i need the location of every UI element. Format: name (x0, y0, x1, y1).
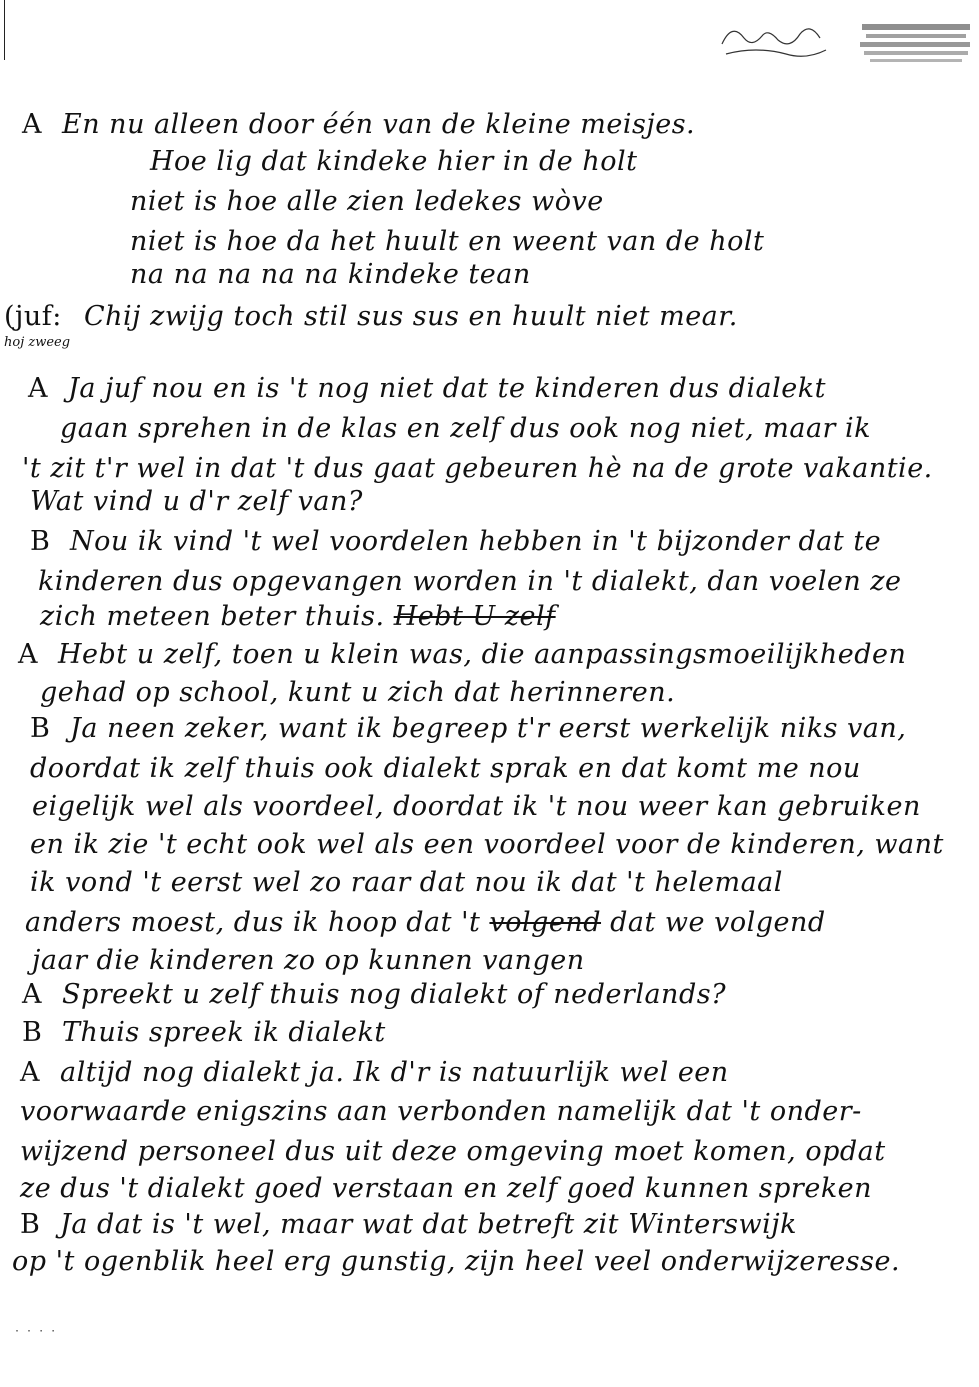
text-line (30, 866, 783, 900)
text-line (30, 828, 944, 862)
text-line (18, 638, 906, 672)
line-text: Ja neen zeker, want ik begreep t'r eerst werkelijk niks van, (70, 713, 907, 744)
text-line (20, 1095, 862, 1129)
line-text: niet is hoe da het huult en weent van de holt (130, 226, 765, 257)
line-text: wijzend personeel dus uit deze omgeving moet komen, opdat (20, 1136, 886, 1167)
text-line (130, 258, 531, 292)
text-line (20, 1208, 797, 1242)
text-line (30, 485, 363, 519)
speaker-label: B (20, 1209, 41, 1240)
text-line (130, 185, 604, 219)
line-text: Wat vind u d'r zelf van? (30, 486, 363, 517)
line-text: Spreekt u zelf thuis nog dialekt of nederlands? (62, 979, 727, 1010)
text-line (30, 752, 861, 786)
line-text: gaan sprehen in de klas en zelf dus ook nog niet, maar ik (60, 413, 872, 444)
line-text: na na na na na kindeke tean (130, 259, 531, 290)
text-line (60, 412, 871, 446)
text-line (22, 978, 726, 1012)
line-text: Chij zwijg toch stil sus sus en huult niet mear. (84, 301, 738, 332)
line-text: Hebt u zelf, toen u klein was, die aanpassingsmoeilijkheden (58, 639, 907, 670)
line-text: Nou ik vind 't wel voordelen hebben in 't bijzonder dat te (70, 526, 882, 557)
speaker-label: (juf: (4, 301, 62, 332)
text-line (22, 1016, 386, 1050)
struck-text: volgend (489, 907, 602, 938)
line-text: ik vond 't eerst wel zo raar dat nou ik dat 't helemaal (30, 867, 783, 898)
text-line (4, 300, 738, 334)
text-line (40, 600, 556, 634)
text-line (20, 1135, 886, 1169)
speaker-label: B (30, 526, 51, 557)
text-line (150, 145, 637, 179)
text-line (38, 565, 902, 599)
text-line (30, 712, 906, 746)
text-line (40, 676, 675, 710)
speaker-label: B (30, 713, 51, 744)
text-line (22, 452, 933, 486)
line-text: ze dus 't dialekt goed verstaan en zelf goed kunnen spreken (20, 1173, 873, 1204)
line-text: anders moest, dus ik hoop dat 't (25, 907, 490, 938)
line-text-tail: dat we volgend (601, 907, 826, 938)
speaker-label: A (18, 639, 38, 670)
line-text: niet is hoe alle zien ledekes wòve (130, 186, 604, 217)
line-text: En nu alleen door één van de kleine meisjes. (62, 109, 696, 140)
line-text: jaar die kinderen zo op kunnen vangen (32, 945, 585, 976)
line-text: Hoe lig dat kindeke hier in de holt (150, 146, 638, 177)
line-text: en ik zie 't echt ook wel als een voordeel voor de kinderen, want (30, 829, 944, 860)
footer-dots: · · · · (14, 1326, 57, 1337)
text-line (32, 944, 585, 978)
text-line (28, 372, 826, 406)
line-text: Ja dat is 't wel, maar wat dat betreft zit Winterswijk (60, 1209, 797, 1240)
text-line (22, 108, 695, 142)
line-text: doordat ik zelf thuis ook dialekt sprak en dat komt me nou (30, 753, 861, 784)
line-text: altijd nog dialekt ja. Ik d'r is natuurlijk wel een (60, 1057, 729, 1088)
line-text: Thuis spreek ik dialekt (62, 1017, 386, 1048)
speaker-label: B (22, 1017, 43, 1048)
text-line (20, 1172, 872, 1206)
line-text: 't zit t'r wel in dat 't dus gaat gebeuren hè na de grote vakantie. (22, 453, 933, 484)
speaker-label: A (22, 109, 42, 140)
speaker-label: A (28, 373, 48, 404)
line-text: zich meteen beter thuis. (40, 601, 394, 632)
line-text: op 't ogenblik heel erg gunstig, zijn heel veel onderwijzeresse. (12, 1246, 901, 1277)
line-text: gehad op school, kunt u zich dat herinneren. (40, 677, 676, 708)
speaker-label: A (20, 1057, 40, 1088)
text-line (20, 1056, 729, 1090)
text-line (30, 525, 881, 559)
text-line (12, 1245, 900, 1279)
speaker-label: A (22, 979, 42, 1010)
text-line (130, 225, 764, 259)
line-text: eigelijk wel als voordeel, doordat ik 't nou weer kan gebruiken (32, 791, 921, 822)
line-text: voorwaarde enigszins aan verbonden namelijk dat 't onder- (20, 1096, 862, 1127)
struck-text: Hebt U zelf (393, 601, 556, 632)
text-line (25, 906, 826, 940)
margin-note: hoj zweeg (4, 335, 71, 350)
line-text: kinderen dus opgevangen worden in 't dialekt, dan voelen ze (38, 566, 902, 597)
line-text: Ja juf nou en is 't nog niet dat te kinderen dus dialekt (68, 373, 826, 404)
text-line (32, 790, 921, 824)
